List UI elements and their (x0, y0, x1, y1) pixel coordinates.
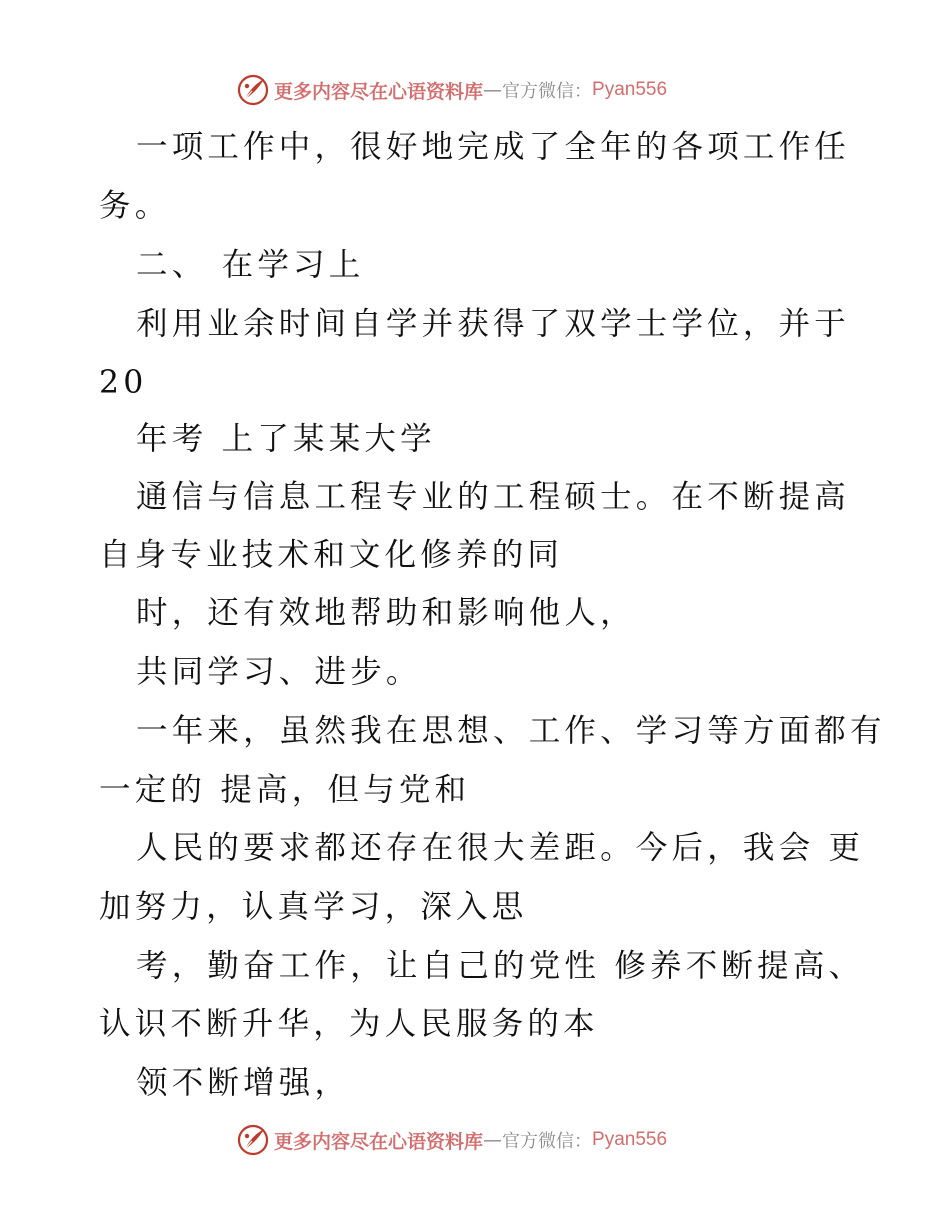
body-line: 利用业余时间自学并获得了双学士学位，并于 (136, 306, 851, 342)
body-line: 一年来，虽然我在思想、工作、学习等方面都有 (136, 713, 886, 749)
library-name: 更多内容尽在心语资料库 (274, 1130, 484, 1153)
body-line: 自身专业技术和文化修养的同 (99, 537, 564, 573)
body-line: 加努力，认真学习，深入思 (99, 889, 528, 925)
library-name: 更多内容尽在心语资料库 (274, 80, 484, 103)
wechat-label: 官方微信： (502, 1131, 593, 1152)
quill-logo-icon (236, 73, 270, 107)
wechat-id: Pyan556 (592, 1129, 668, 1150)
body-line: 一项工作中，很好地完成了全年的各项工作任 (136, 129, 851, 165)
body-line: 领不断增强， (136, 1065, 351, 1101)
section-heading: 二、 在学习上 (136, 247, 365, 283)
body-line: 人民的要求都还存在很大差距。今后，我会 更 (136, 830, 865, 866)
header-banner (236, 73, 667, 107)
quill-logo-icon (236, 1123, 270, 1157)
body-line: 时，还有效地帮助和影响他人， (136, 595, 636, 631)
body-line: 认识不断升华，为人民服务的本 (99, 1006, 599, 1042)
body-line: 共同学习、进步。 (136, 654, 422, 690)
body-line: 20 (99, 365, 148, 401)
body-line: 考，勤奋工作，让自己的党性 修养不断提高、 (136, 948, 865, 984)
body-line: 一定的 提高，但与党和 (99, 772, 471, 808)
body-line: 务。 (99, 188, 171, 224)
wechat-id: Pyan556 (592, 79, 668, 100)
footer-banner (236, 1123, 667, 1157)
banner-dash: — (483, 79, 503, 101)
body-line: 通信与信息工程专业的工程硕士。在不断提高 (136, 479, 851, 515)
body-line: 年考 上了某某大学 (136, 421, 436, 457)
wechat-label: 官方微信： (502, 81, 593, 102)
banner-dash: — (483, 1129, 503, 1151)
